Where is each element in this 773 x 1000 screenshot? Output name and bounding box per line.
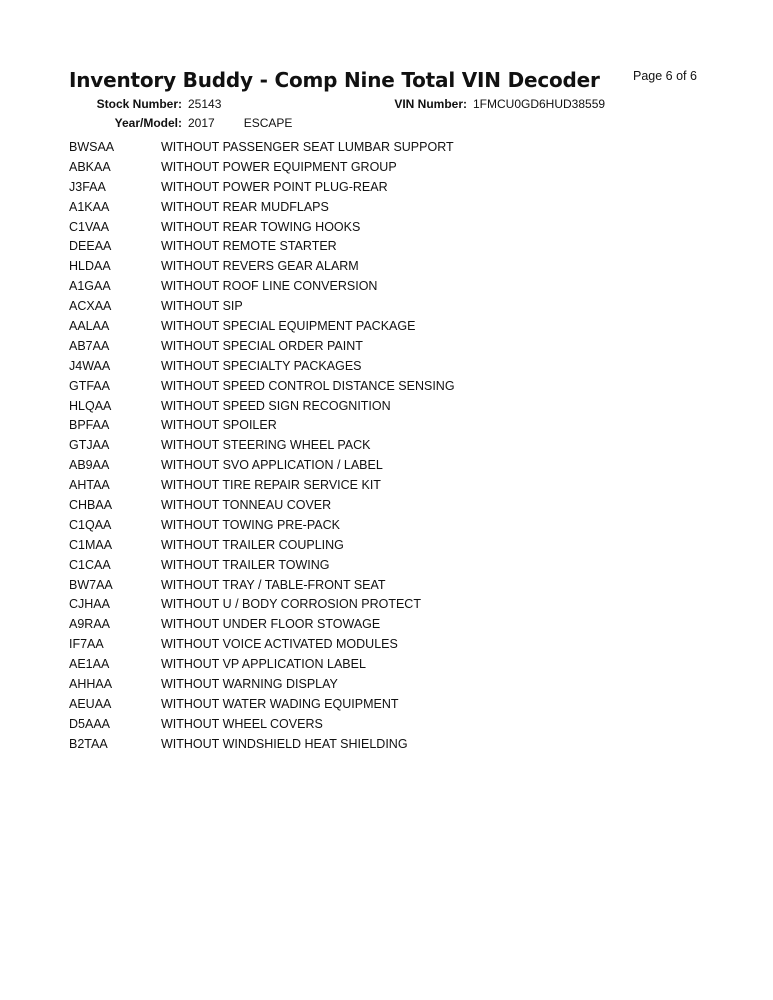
option-description: WITHOUT POWER POINT PLUG-REAR bbox=[161, 179, 388, 194]
option-row bbox=[69, 455, 669, 475]
option-description: WITHOUT WATER WADING EQUIPMENT bbox=[161, 696, 399, 711]
option-description: WITHOUT TIRE REPAIR SERVICE KIT bbox=[161, 478, 381, 493]
option-code: HLDAA bbox=[69, 259, 111, 274]
option-code: ABKAA bbox=[69, 159, 111, 174]
option-row bbox=[69, 575, 669, 595]
option-code: C1CAA bbox=[69, 557, 111, 572]
page-number: Page 6 of 6 bbox=[633, 69, 697, 83]
option-code: A9RAA bbox=[69, 617, 110, 632]
option-description: WITHOUT TRAILER TOWING bbox=[161, 557, 330, 572]
option-code: AB9AA bbox=[69, 458, 110, 473]
option-row bbox=[69, 336, 669, 356]
option-row bbox=[69, 515, 669, 535]
option-code: C1MAA bbox=[69, 537, 113, 552]
option-description: WITHOUT U / BODY CORROSION PROTECT bbox=[161, 597, 421, 612]
option-code: C1VAA bbox=[69, 219, 110, 234]
option-row bbox=[69, 475, 669, 495]
option-description: WITHOUT VP APPLICATION LABEL bbox=[161, 657, 366, 672]
vin-number-field bbox=[378, 97, 605, 111]
option-row bbox=[69, 356, 669, 376]
option-code: BPFAA bbox=[69, 418, 110, 433]
option-description: WITHOUT SPECIAL EQUIPMENT PACKAGE bbox=[161, 318, 416, 333]
option-row bbox=[69, 535, 669, 555]
option-row bbox=[69, 256, 669, 276]
option-description: WITHOUT UNDER FLOOR STOWAGE bbox=[161, 617, 381, 632]
option-description: WITHOUT WINDSHIELD HEAT SHIELDING bbox=[161, 736, 408, 751]
option-row bbox=[69, 555, 669, 575]
option-description: WITHOUT WHEEL COVERS bbox=[161, 716, 323, 731]
option-row bbox=[69, 674, 669, 694]
option-description: WITHOUT REAR TOWING HOOKS bbox=[161, 219, 361, 234]
option-row bbox=[69, 714, 669, 734]
option-row bbox=[69, 594, 669, 614]
option-code: B2TAA bbox=[69, 736, 108, 751]
option-description: WITHOUT TRAILER COUPLING bbox=[161, 537, 344, 552]
option-row bbox=[69, 217, 669, 237]
option-row bbox=[69, 415, 669, 435]
option-code: IF7AA bbox=[69, 637, 104, 652]
option-row bbox=[69, 376, 669, 396]
option-row bbox=[69, 614, 669, 634]
option-description: WITHOUT SIP bbox=[161, 299, 243, 314]
option-code: AE1AA bbox=[69, 657, 110, 672]
option-description: WITHOUT WARNING DISPLAY bbox=[161, 676, 338, 691]
option-description: WITHOUT STEERING WHEEL PACK bbox=[161, 438, 371, 453]
option-description: WITHOUT SPEED SIGN RECOGNITION bbox=[161, 398, 391, 413]
stock-number-label: Stock Number: bbox=[96, 97, 182, 111]
option-description: WITHOUT VOICE ACTIVATED MODULES bbox=[161, 637, 398, 652]
option-description: WITHOUT ROOF LINE CONVERSION bbox=[161, 279, 378, 294]
option-description: WITHOUT TONNEAU COVER bbox=[161, 497, 332, 512]
option-code: J4WAA bbox=[69, 358, 111, 373]
option-row bbox=[69, 157, 669, 177]
option-row bbox=[69, 654, 669, 674]
option-description: WITHOUT REVERS GEAR ALARM bbox=[161, 259, 359, 274]
stock-number-field bbox=[90, 97, 221, 111]
vin-number-label: VIN Number: bbox=[394, 97, 467, 111]
option-description: WITHOUT SPECIAL ORDER PAINT bbox=[161, 338, 363, 353]
option-row bbox=[69, 276, 669, 296]
option-code: AHTAA bbox=[69, 478, 110, 493]
option-code: CHBAA bbox=[69, 497, 113, 512]
option-code: GTFAA bbox=[69, 378, 110, 393]
option-code: AHHAA bbox=[69, 676, 113, 691]
option-row bbox=[69, 197, 669, 217]
option-code: J3FAA bbox=[69, 179, 106, 194]
option-code: BW7AA bbox=[69, 577, 113, 592]
option-code: A1KAA bbox=[69, 199, 110, 214]
vin-number-value: 1FMCU0GD6HUD38559 bbox=[473, 97, 606, 111]
year-model-label: Year/Model: bbox=[114, 116, 182, 130]
option-row bbox=[69, 177, 669, 197]
option-code: DEEAA bbox=[69, 239, 112, 254]
year-model-field bbox=[90, 116, 292, 130]
stock-number-value: 25143 bbox=[188, 97, 222, 111]
option-description: WITHOUT SPOILER bbox=[161, 418, 277, 433]
option-code: GTJAA bbox=[69, 438, 110, 453]
option-code: CJHAA bbox=[69, 597, 110, 612]
model-value: ESCAPE bbox=[243, 116, 293, 130]
option-row bbox=[69, 316, 669, 336]
option-code: BWSAA bbox=[69, 139, 115, 154]
option-row bbox=[69, 137, 669, 157]
option-code: HLQAA bbox=[69, 398, 112, 413]
option-code: AALAA bbox=[69, 318, 110, 333]
option-code: D5AAA bbox=[69, 716, 110, 731]
option-description: WITHOUT SVO APPLICATION / LABEL bbox=[161, 458, 383, 473]
option-row bbox=[69, 296, 669, 316]
option-description: WITHOUT TOWING PRE-PACK bbox=[161, 517, 340, 532]
option-code: AB7AA bbox=[69, 338, 110, 353]
option-description: WITHOUT SPEED CONTROL DISTANCE SENSING bbox=[161, 378, 455, 393]
option-description: WITHOUT PASSENGER SEAT LUMBAR SUPPORT bbox=[161, 139, 454, 154]
option-row bbox=[69, 396, 669, 416]
option-code: C1QAA bbox=[69, 517, 112, 532]
option-row bbox=[69, 495, 669, 515]
document-title: Inventory Buddy - Comp Nine Total VIN Decoder bbox=[69, 68, 600, 92]
option-row bbox=[69, 634, 669, 654]
option-description: WITHOUT SPECIALTY PACKAGES bbox=[161, 358, 362, 373]
option-description: WITHOUT POWER EQUIPMENT GROUP bbox=[161, 159, 397, 174]
option-row bbox=[69, 435, 669, 455]
option-code-list bbox=[69, 137, 669, 754]
option-code: A1GAA bbox=[69, 279, 111, 294]
option-row bbox=[69, 734, 669, 754]
option-description: WITHOUT TRAY / TABLE-FRONT SEAT bbox=[161, 577, 386, 592]
option-description: WITHOUT REAR MUDFLAPS bbox=[161, 199, 329, 214]
option-code: ACXAA bbox=[69, 299, 112, 314]
option-code: AEUAA bbox=[69, 696, 112, 711]
year-value: 2017 bbox=[188, 116, 215, 130]
option-row bbox=[69, 236, 669, 256]
option-row bbox=[69, 694, 669, 714]
option-description: WITHOUT REMOTE STARTER bbox=[161, 239, 337, 254]
